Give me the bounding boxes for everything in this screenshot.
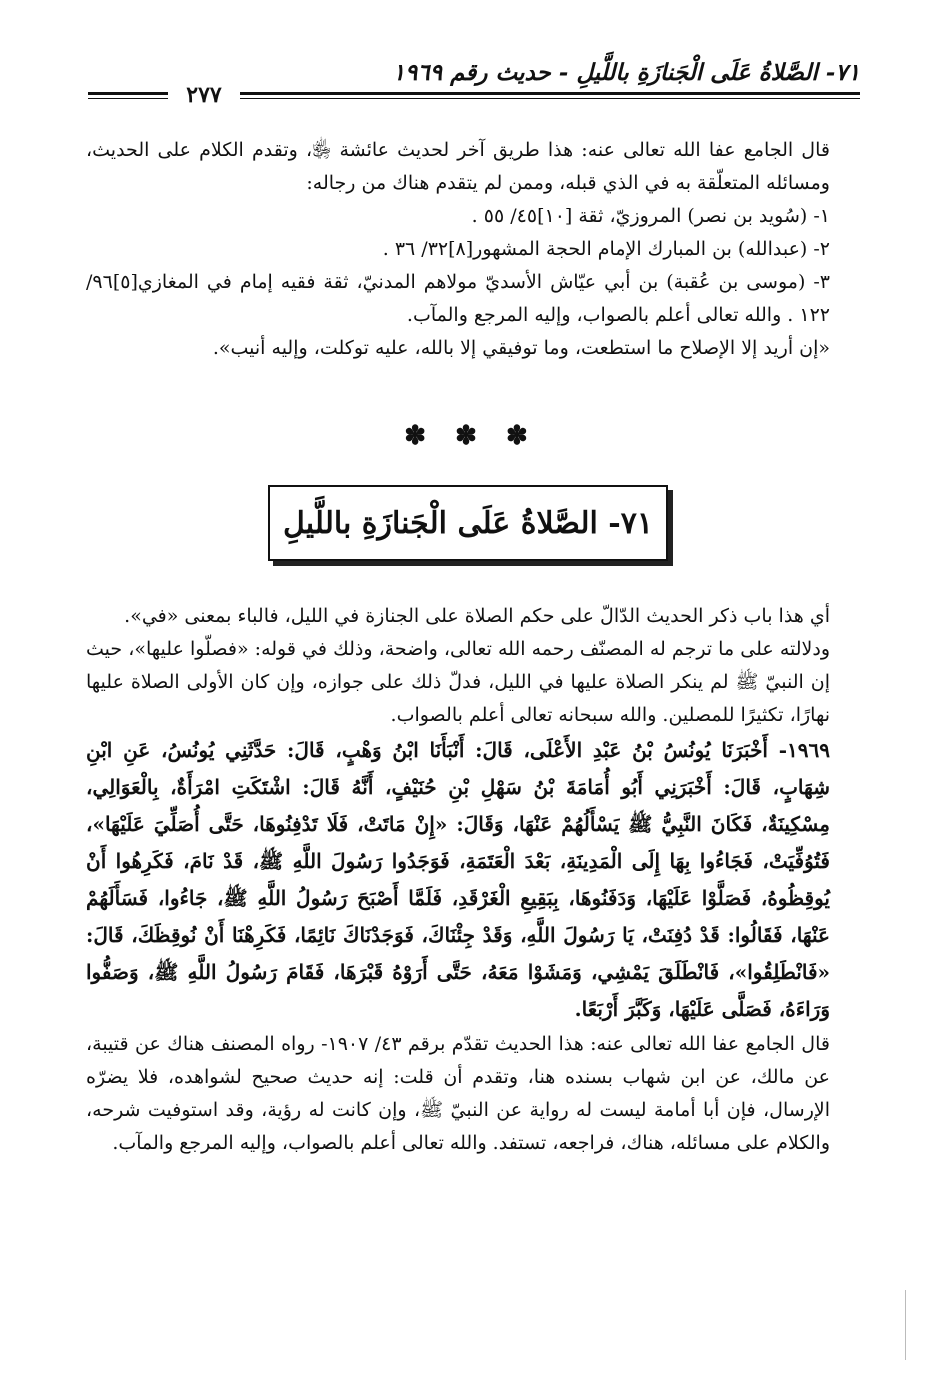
narrator-entry-1: ١- (سُويد بن نصر) المروزيّ، ثقة [١٠]٤٥/ ٥٥ . bbox=[471, 205, 830, 227]
chapter-title-box bbox=[268, 485, 668, 561]
header-rule bbox=[240, 92, 860, 95]
chapter-intro: أي هذا باب ذكر الحديث الدّالّ على حكم الصلاة على الجنازة في الليل، فالباء بمعنى «في». bbox=[124, 605, 830, 627]
hadith-text: ١٩٦٩- أَخْبَرَنَا يُونُسُ بْنُ عَبْدِ الأَعْلَى، قَالَ: أَنْبَأَنَا ابْنُ وَهْبٍ، قَالَ: حَدَّثَنِي يُونُسُ، عَنِ ابْنِ شِهَابٍ، قَالَ: أَخْبَرَنِي أَبُو أُمَامَةَ بْنُ سَهْلِ بْنِ حُنَيْفٍ، أَنَّهُ قَالَ: اشْتَكَتِ امْرَأَةٌ، بِالْعَوَالِي، مِسْكِينَةٌ، فَكَانَ النَّبِيُّ ﷺ يَسْأَلُهُمْ عَنْهَا، وَقَالَ: «إِنْ مَاتَتْ، فَلَا تَدْفِنُوهَا، حَتَّى أُصَلِّيَ عَلَيْهَا»، فَتُوُفِّيَتْ، فَجَاءُوا بِهَا إِلَى الْمَدِينَةِ، بَعْدَ الْعَتَمَةِ، فَوَجَدُوا رَسُولَ اللَّهِ ﷺ، قَدْ نَامَ، فَكَرِهُوا أَنْ يُوقِظُوهُ، فَصَلَّوْا عَلَيْهَا، وَدَفَنُوهَا، بِبَقِيعِ الْغَرْقَدِ، فَلَمَّا أَصْبَحَ رَسُولُ اللَّهِ ﷺ، جَاءُوا، فَسَأَلَهُمْ عَنْهَا، فَقَالُوا: قَدْ دُفِنَتْ، يَا رَسُولَ اللَّهِ، وَقَدْ جِئْنَاكَ، فَوَجَدْنَاكَ نَائِمًا، فَكَرِهْنَا أَنْ نُوقِظَكَ، قَالَ: «فَانْطَلِقُوا»، فَانْطَلَقَ يَمْشِي، وَمَشَوْا مَعَهُ، حَتَّى أَرَوْهُ قَبْرَهَا، فَقَامَ رَسُولُ اللَّهِ ﷺ، وَصَفُّوا وَرَاءَهُ، فَصَلَّى عَلَيْهَا، وَكَبَّرَ أَرْبَعًا. bbox=[86, 738, 831, 1021]
narrator-entry-3: ٣- (موسى بن عُقبة) بن أبي عيّاش الأسديّ مولاهم المدنيّ، ثقة فقيه إمام في المغازي[٥]٩٦/ ١٢٢ . والله تعالى أعلم بالصواب، وإليه المرجع والمآب. bbox=[86, 271, 830, 326]
header-rule-left bbox=[88, 92, 168, 95]
narrator-entry-2: ٢- (عبدالله) بن المبارك الإمام الحجة المشهور[٨]٣٢/ ٣٦ . bbox=[382, 238, 830, 260]
header-rule-left-thin bbox=[88, 98, 168, 99]
commentary-section bbox=[86, 134, 830, 365]
chapter-title: ٧١- الصَّلاةُ عَلَى الْجَنازَةِ باللَّيلِ bbox=[283, 505, 653, 541]
running-header-title: ٧١- الصَّلاةُ عَلَى الْجَنازَةِ باللَّيلِ - حديث رقم ١٩٦٩ bbox=[392, 59, 860, 86]
commentary-paragraph: قال الجامع عفا الله تعالى عنه: هذا طريق آخر لحديث عائشة ﵂، وتقدم الكلام على الحديث، ومسائله المتعلّقة به في الذي قبله، وممن لم يتقدم هناك من رجاله: bbox=[86, 139, 830, 194]
section-separator: ✽ ✽ ✽ bbox=[404, 421, 538, 451]
hadith-commentary: قال الجامع عفا الله تعالى عنه: هذا الحديث تقدّم برقم ٤٣/ ١٩٠٧- رواه المصنف هناك عن قتيبة، عن مالك، عن ابن شهاب بسنده هنا، وتقدم أن قلت: إنه حديث صحيح لشواهده، فلا يضرّه الإرسال، فإن أبا أمامة ليست له رواية عن النبيّ ﷺ، وإن كانت له رؤية، وقد استوفيت شرحه، والكلام على مسائله، هناك، فراجعه، تستفد. والله تعالى أعلم بالصواب، وإليه المرجع والمآب. bbox=[86, 1033, 830, 1154]
header-rule-thin bbox=[240, 98, 860, 99]
chapter-explanation: ودلالته على ما ترجم له المصنّف رحمه الله تعالى، واضحة، وذلك في قوله: «فصلّوا عليها»، حيث إن النبيّ ﷺ لم ينكر الصلاة عليها في الليل، فدلّ ذلك على جوازه، وإن كان الأولى الصلاة عليها نهارًا، تكثيرًا للمصلين. والله سبحانه تعالى أعلم بالصواب. bbox=[86, 638, 831, 726]
page-number: ٢٧٧ bbox=[186, 82, 222, 108]
closing-quote: «إن أريد إلا الإصلاح ما استطعت، وما توفيقي إلا بالله، عليه توكلت، وإليه أنيب». bbox=[212, 337, 830, 359]
chapter-body bbox=[86, 600, 830, 1160]
margin-mark bbox=[905, 1290, 906, 1360]
